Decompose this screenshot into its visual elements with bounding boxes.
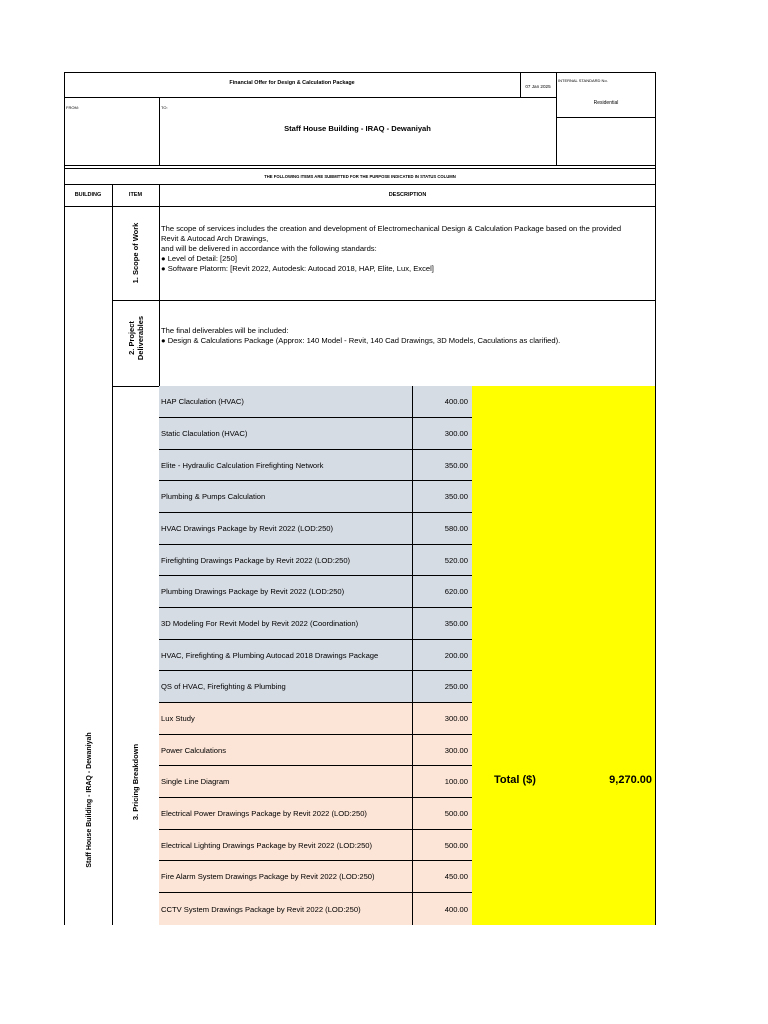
item-value: 250.00 <box>412 671 472 702</box>
item-label: Firefighting Drawings Package by Revit 2022 (LOD:250) <box>161 555 351 565</box>
table-row <box>159 481 472 513</box>
table-row <box>159 450 472 481</box>
item-label: QS of HVAC, Firefighting & Plumbing <box>161 682 286 691</box>
item-value: 350.00 <box>412 450 472 480</box>
table-row <box>159 830 472 861</box>
item-value: 300.00 <box>412 735 472 765</box>
scope-label: 1. Scope of Work <box>131 222 140 284</box>
item-label: HAP Claculation (HVAC) <box>161 397 244 406</box>
category-label: Residential <box>593 100 619 106</box>
column-item: ITEM <box>128 192 143 198</box>
total-value: 9,270.00 <box>609 774 652 786</box>
deliverables-line: The final deliverables will be included: <box>161 326 289 335</box>
table-row <box>159 893 472 925</box>
item-label: HVAC Drawings Package by Revit 2022 (LOD:250) <box>161 524 334 533</box>
deliverables-description <box>161 326 655 346</box>
item-value: 500.00 <box>412 798 472 829</box>
total-block <box>472 386 655 925</box>
item-value: 580.00 <box>412 513 472 544</box>
table-row <box>159 671 472 703</box>
item-label: Plumbing Drawings Package by Revit 2022 (LOD:250) <box>161 587 345 596</box>
table-row <box>159 735 472 766</box>
item-label: Elite - Hydraulic Calculation Firefighting Network <box>161 460 324 470</box>
scope-line: ● Software Platorm: [Revit 2022, Autodesk: Autocad 2018, HAP, Elite, Lux, Excel] <box>161 264 434 273</box>
item-label: Fire Alarm System Drawings Package by Revit 2022 (LOD:250) <box>161 872 375 881</box>
offer-date: 07 Jan 2025 <box>525 84 551 89</box>
item-value: 200.00 <box>412 640 472 670</box>
building-name-label: Staff House Building - IRAQ - Dewaniyah <box>86 732 93 868</box>
table-row <box>159 545 472 576</box>
scope-line: Revit & Autocad Arch Drawings, <box>161 234 269 243</box>
table-row <box>159 608 472 640</box>
scope-line: The scope of services includes the creation and development of Electromechanical Design & Calculation Package based on the provided <box>161 224 622 233</box>
item-value: 450.00 <box>412 861 472 892</box>
deliverables-line: ● Design & Calculations Package (Approx: 140 Model - Revit, 140 Cad Drawings, 3D Models, Caculations as clarified). <box>161 336 561 345</box>
deliverables-label <box>127 308 145 368</box>
table-row <box>159 798 472 830</box>
to-label: TO: <box>161 105 168 110</box>
offer-title: Financial Offer for Design & Calculation Package <box>229 80 355 86</box>
table-row <box>159 703 472 735</box>
project-title: Staff House Building - IRAQ - Dewaniyah <box>284 123 431 133</box>
table-row <box>159 640 472 671</box>
item-label: Lux Study <box>161 714 195 723</box>
item-value: 500.00 <box>412 830 472 860</box>
scope-line: ● Level of Detail: [250] <box>161 254 237 263</box>
column-building: BUILDING <box>74 192 102 198</box>
item-label: 3D Modeling For Revit Model by Revit 2022 (Coordination) <box>161 619 359 628</box>
item-value: 350.00 <box>412 608 472 639</box>
deliverables-label-line: 2. Project <box>127 321 136 355</box>
item-label: Power Calculations <box>161 745 226 755</box>
table-row <box>159 576 472 608</box>
pricing-label: 3. Pricing Breakdown <box>131 743 140 821</box>
item-value: 350.00 <box>412 481 472 512</box>
table-row <box>159 861 472 893</box>
column-description: DESCRIPTION <box>388 192 427 198</box>
scope-line: and will be delivered in accordance with the following standards: <box>161 244 377 253</box>
deliverables-label-line: Deliverables <box>136 315 145 361</box>
submitted-note: THE FOLLOWING ITEMS ARE SUBMITTED FOR THE PURPOSE INDICATED IN STATUS COLUMN <box>264 173 456 179</box>
item-value: 520.00 <box>412 545 472 575</box>
internal-standard-label: INTERNAL STANDARD No. <box>558 78 608 83</box>
table-row <box>159 386 472 418</box>
table-row <box>159 418 472 450</box>
scope-description <box>161 224 655 274</box>
item-label: Electrical Lighting Drawings Package by Revit 2022 (LOD:250) <box>161 840 373 850</box>
item-label: Single Line Diagram <box>161 777 230 786</box>
item-label: CCTV System Drawings Package by Revit 2022 (LOD:250) <box>161 904 361 914</box>
item-value: 620.00 <box>412 576 472 607</box>
table-row <box>159 766 472 798</box>
item-label: Electrical Power Drawings Package by Revit 2022 (LOD:250) <box>161 809 367 818</box>
item-value: 400.00 <box>412 893 472 925</box>
item-value: 300.00 <box>412 418 472 449</box>
item-label: Static Claculation (HVAC) <box>161 429 248 438</box>
from-label: FROM: <box>66 105 79 110</box>
item-value: 400.00 <box>412 386 472 417</box>
item-label: HVAC, Firefighting & Plumbing Autocad 2018 Drawings Package <box>161 650 379 660</box>
item-value: 300.00 <box>412 703 472 734</box>
table-row <box>159 513 472 545</box>
total-label: Total ($) <box>494 774 536 786</box>
item-label: Plumbing & Pumps Calculation <box>161 492 266 501</box>
item-value: 100.00 <box>412 766 472 797</box>
